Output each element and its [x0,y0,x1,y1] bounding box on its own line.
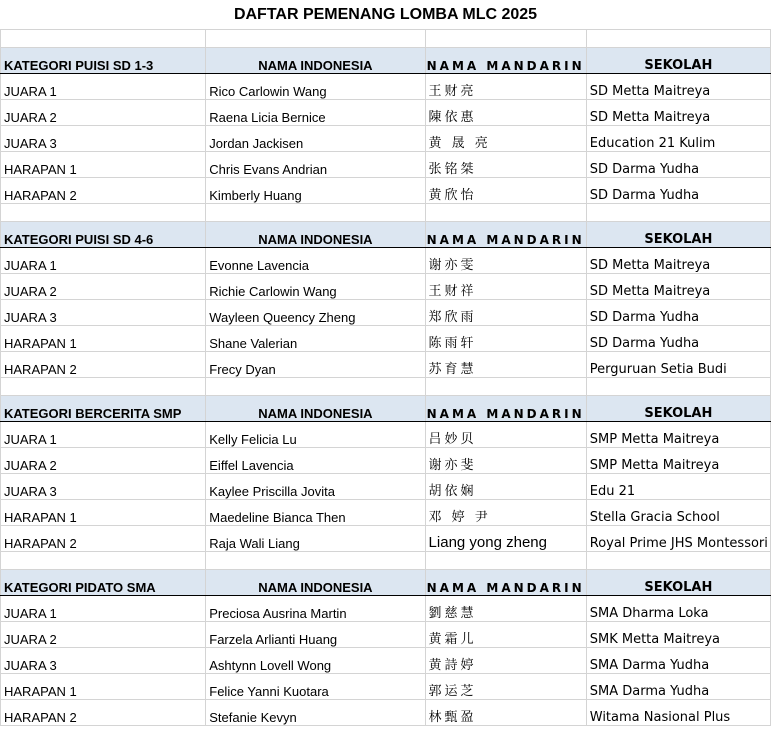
mandarin-name-cell[interactable]: 郑欣雨 [425,300,586,326]
category-cell[interactable]: KATEGORI PUISI SD 4-6 [1,222,206,248]
blank-row [1,378,771,396]
section-header-row [1,396,771,422]
mandarin-name-cell[interactable]: 黄霜儿 [425,622,586,648]
mandarin-name-cell[interactable]: 劉慈慧 [425,596,586,622]
header-nama-indonesia[interactable]: NAMA INDONESIA [206,48,425,74]
table-row [1,178,771,204]
school-cell[interactable]: SMA Dharma Loka [586,596,770,622]
table-row [1,248,771,274]
blank-row [1,552,771,570]
mandarin-name-cell[interactable]: 张铭桀 [425,152,586,178]
mandarin-name-cell[interactable]: 林甄盈 [425,700,586,726]
school-cell[interactable]: SD Metta Maitreya [586,248,770,274]
table-row [1,352,771,378]
rank-cell[interactable]: JUARA 3 [1,648,206,674]
category-cell[interactable]: KATEGORI PIDATO SMA [1,570,206,596]
header-nama-indonesia[interactable]: NAMA INDONESIA [206,222,425,248]
school-cell[interactable]: SD Metta Maitreya [586,100,770,126]
rank-cell[interactable]: HARAPAN 2 [1,352,206,378]
mandarin-name-cell[interactable]: 陳依惠 [425,100,586,126]
rank-cell[interactable]: JUARA 2 [1,622,206,648]
table-row [1,674,771,700]
category-cell[interactable]: KATEGORI BERCERITA SMP [1,396,206,422]
indonesian-name-cell[interactable]: Wayleen Queency Zheng [206,300,425,326]
rank-cell[interactable]: JUARA 1 [1,74,206,100]
table-row [1,422,771,448]
mandarin-name-cell[interactable]: 邓 婷 尹 [425,500,586,526]
blank-row [1,30,771,48]
header-sekolah[interactable]: SEKOLAH [586,570,770,596]
indonesian-name-cell[interactable]: Eiffel Lavencia [206,448,425,474]
table-row [1,300,771,326]
school-cell[interactable]: Perguruan Setia Budi [586,352,770,378]
school-cell[interactable]: Witama Nasional Plus [586,700,770,726]
mandarin-name-cell[interactable]: 王财祥 [425,274,586,300]
school-cell[interactable]: SMA Darma Yudha [586,648,770,674]
winners-table [0,29,771,726]
header-nama-mandarin[interactable]: NAMA MANDARIN [425,570,586,596]
indonesian-name-cell[interactable]: Maedeline Bianca Then [206,500,425,526]
table-row [1,500,771,526]
indonesian-name-cell[interactable]: Stefanie Kevyn [206,700,425,726]
indonesian-name-cell[interactable]: Raena Licia Bernice [206,100,425,126]
section-header-row [1,48,771,74]
header-sekolah[interactable]: SEKOLAH [586,396,770,422]
category-cell[interactable]: KATEGORI PUISI SD 1-3 [1,48,206,74]
school-cell[interactable]: SMP Metta Maitreya [586,448,770,474]
rank-cell[interactable]: JUARA 3 [1,300,206,326]
school-cell[interactable]: Royal Prime JHS Montessori [586,526,770,552]
rank-cell[interactable]: JUARA 3 [1,474,206,500]
indonesian-name-cell[interactable]: Preciosa Ausrina Martin [206,596,425,622]
indonesian-name-cell[interactable]: Raja Wali Liang [206,526,425,552]
table-row [1,526,771,552]
mandarin-name-cell[interactable]: 黄欣怡 [425,178,586,204]
rank-cell[interactable]: HARAPAN 2 [1,526,206,552]
table-row [1,622,771,648]
school-cell[interactable]: SMP Metta Maitreya [586,422,770,448]
rank-cell[interactable]: JUARA 2 [1,448,206,474]
school-cell[interactable]: Edu 21 [586,474,770,500]
header-sekolah[interactable]: SEKOLAH [586,48,770,74]
table-row [1,326,771,352]
indonesian-name-cell[interactable]: Kimberly Huang [206,178,425,204]
mandarin-name-cell[interactable]: 胡依娴 [425,474,586,500]
rank-cell[interactable]: JUARA 2 [1,100,206,126]
indonesian-name-cell[interactable]: Rico Carlowin Wang [206,74,425,100]
rank-cell[interactable]: HARAPAN 2 [1,178,206,204]
indonesian-name-cell[interactable]: Chris Evans Andrian [206,152,425,178]
mandarin-name-cell[interactable]: 谢亦斐 [425,448,586,474]
table-row [1,74,771,100]
school-cell[interactable]: SD Darma Yudha [586,152,770,178]
indonesian-name-cell[interactable]: Jordan Jackisen [206,126,425,152]
school-cell[interactable]: SD Metta Maitreya [586,74,770,100]
mandarin-name-cell[interactable]: 黄 晟 亮 [425,126,586,152]
school-cell[interactable]: Stella Gracia School [586,500,770,526]
rank-cell[interactable]: JUARA 1 [1,248,206,274]
indonesian-name-cell[interactable]: Farzela Arlianti Huang [206,622,425,648]
blank-row [1,204,771,222]
school-cell[interactable]: SD Darma Yudha [586,326,770,352]
mandarin-name-cell[interactable]: Liang yong zheng [425,526,586,552]
header-nama-indonesia[interactable]: NAMA INDONESIA [206,396,425,422]
mandarin-name-cell[interactable]: 郭运芝 [425,674,586,700]
table-row [1,152,771,178]
mandarin-name-cell[interactable]: 苏育慧 [425,352,586,378]
rank-cell[interactable]: JUARA 2 [1,274,206,300]
rank-cell[interactable]: JUARA 1 [1,422,206,448]
indonesian-name-cell[interactable]: Kaylee Priscilla Jovita [206,474,425,500]
table-row [1,474,771,500]
header-nama-mandarin[interactable]: NAMA MANDARIN [425,396,586,422]
header-nama-mandarin[interactable]: NAMA MANDARIN [425,48,586,74]
school-cell[interactable]: SMA Darma Yudha [586,674,770,700]
rank-cell[interactable]: HARAPAN 1 [1,674,206,700]
rank-cell[interactable]: HARAPAN 1 [1,500,206,526]
indonesian-name-cell[interactable]: Frecy Dyan [206,352,425,378]
indonesian-name-cell[interactable]: Evonne Lavencia [206,248,425,274]
indonesian-name-cell[interactable]: Kelly Felicia Lu [206,422,425,448]
school-cell[interactable]: SD Darma Yudha [586,300,770,326]
header-nama-indonesia[interactable]: NAMA INDONESIA [206,570,425,596]
indonesian-name-cell[interactable]: Shane Valerian [206,326,425,352]
page-title: DAFTAR PEMENANG LOMBA MLC 2025 [233,6,538,23]
mandarin-name-cell[interactable]: 谢亦雯 [425,248,586,274]
table-row [1,100,771,126]
rank-cell[interactable]: HARAPAN 1 [1,326,206,352]
mandarin-name-cell[interactable]: 黄詩婷 [425,648,586,674]
rank-cell[interactable]: HARAPAN 2 [1,700,206,726]
indonesian-name-cell[interactable]: Richie Carlowin Wang [206,274,425,300]
rank-cell[interactable]: JUARA 3 [1,126,206,152]
school-cell[interactable]: SD Darma Yudha [586,178,770,204]
indonesian-name-cell[interactable]: Ashtynn Lovell Wong [206,648,425,674]
school-cell[interactable]: SMK Metta Maitreya [586,622,770,648]
indonesian-name-cell[interactable]: Felice Yanni Kuotara [206,674,425,700]
mandarin-name-cell[interactable]: 吕妙贝 [425,422,586,448]
header-nama-mandarin[interactable]: NAMA MANDARIN [425,222,586,248]
rank-cell[interactable]: HARAPAN 1 [1,152,206,178]
table-row [1,700,771,726]
section-header-row [1,222,771,248]
table-row [1,448,771,474]
mandarin-name-cell[interactable]: 王财亮 [425,74,586,100]
rank-cell[interactable]: JUARA 1 [1,596,206,622]
table-row [1,126,771,152]
table-row [1,274,771,300]
school-cell[interactable]: Education 21 Kulim [586,126,770,152]
school-cell[interactable]: SD Metta Maitreya [586,274,770,300]
header-sekolah[interactable]: SEKOLAH [586,222,770,248]
section-header-row [1,570,771,596]
table-row [1,648,771,674]
mandarin-name-cell[interactable]: 陈雨轩 [425,326,586,352]
table-row [1,596,771,622]
